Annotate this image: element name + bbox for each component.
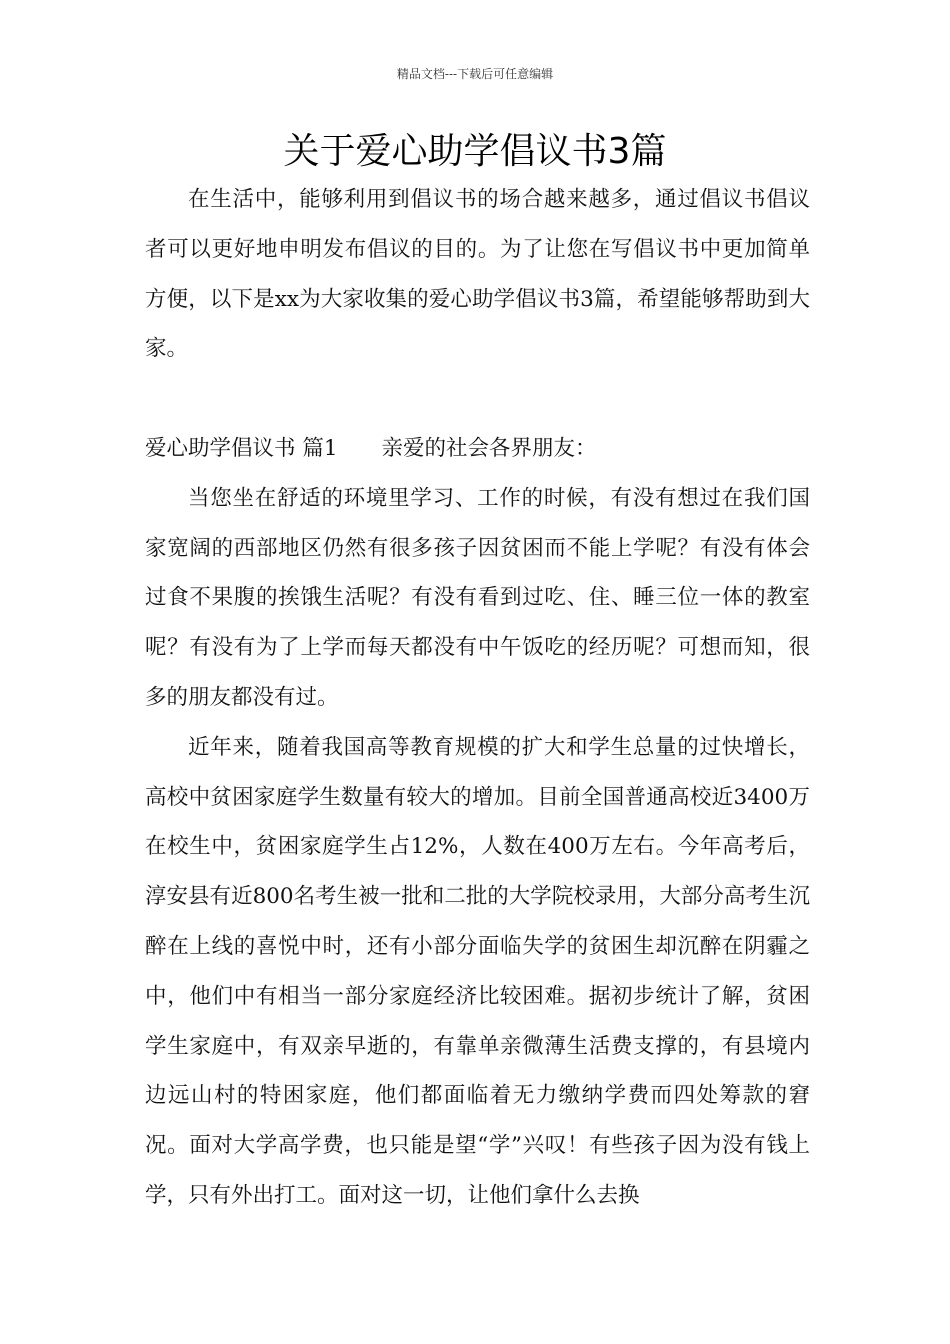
document-body <box>145 175 810 1221</box>
section-heading-line <box>145 424 810 474</box>
intro-paragraph: 在生活中，能够利用到倡议书的场合越来越多，通过倡议书倡议者可以更好地申明发布倡议的目的。为了让您在写倡议书中更加简单方便，以下是xx为大家收集的爱心助学倡议书3篇，希望能够帮助到大家。 <box>145 187 810 362</box>
page-header: 精品文档---下载后可任意编辑 <box>396 67 554 81</box>
paragraph-gap <box>145 374 810 424</box>
section-heading: 爱心助学倡议书 篇1 <box>145 435 338 461</box>
body-paragraph: 近年来，随着我国高等教育规模的扩大和学生总量的过快增长，高校中贫困家庭学生数量有较大的增加。目前全国普通高校近3400万在校生中，贫困家庭学生占12%，人数在400万左右。今年高考后，淳安县有近800名考生被一批和二批的大学院校录用，大部分高考生沉醉在上线的喜悦中时，还有小部分面临失学的贫困生却沉醉在阴霾之中，他们中有相当一部分家庭经济比较困难。据初步统计了解，贫困学生家庭中，有双亲早逝的，有靠单亲微薄生活费支撑的，有县境内边远山村的特困家庭，他们都面临着无力缴纳学费而四处筹款的窘况。面对大学高学费，也只能是望“学”兴叹！有些孩子因为没有钱上学，只有外出打工。面对这一切，让他们拿什么去换 <box>145 734 810 1208</box>
body-paragraph: 当您坐在舒适的环境里学习、工作的时候，有没有想过在我们国家宽阔的西部地区仍然有很多孩子因贫困而不能上学呢？有没有体会过食不果腹的挨饿生活呢？有没有看到过吃、住、睡三位一体的教室呢？有没有为了上学而每天都没有中午饭吃的经历呢？可想而知，很多的朋友都没有过。 <box>145 485 810 710</box>
document-title: 关于爱心助学倡议书3篇 <box>283 131 667 172</box>
salutation: 亲爱的社会各界朋友： <box>381 435 597 461</box>
